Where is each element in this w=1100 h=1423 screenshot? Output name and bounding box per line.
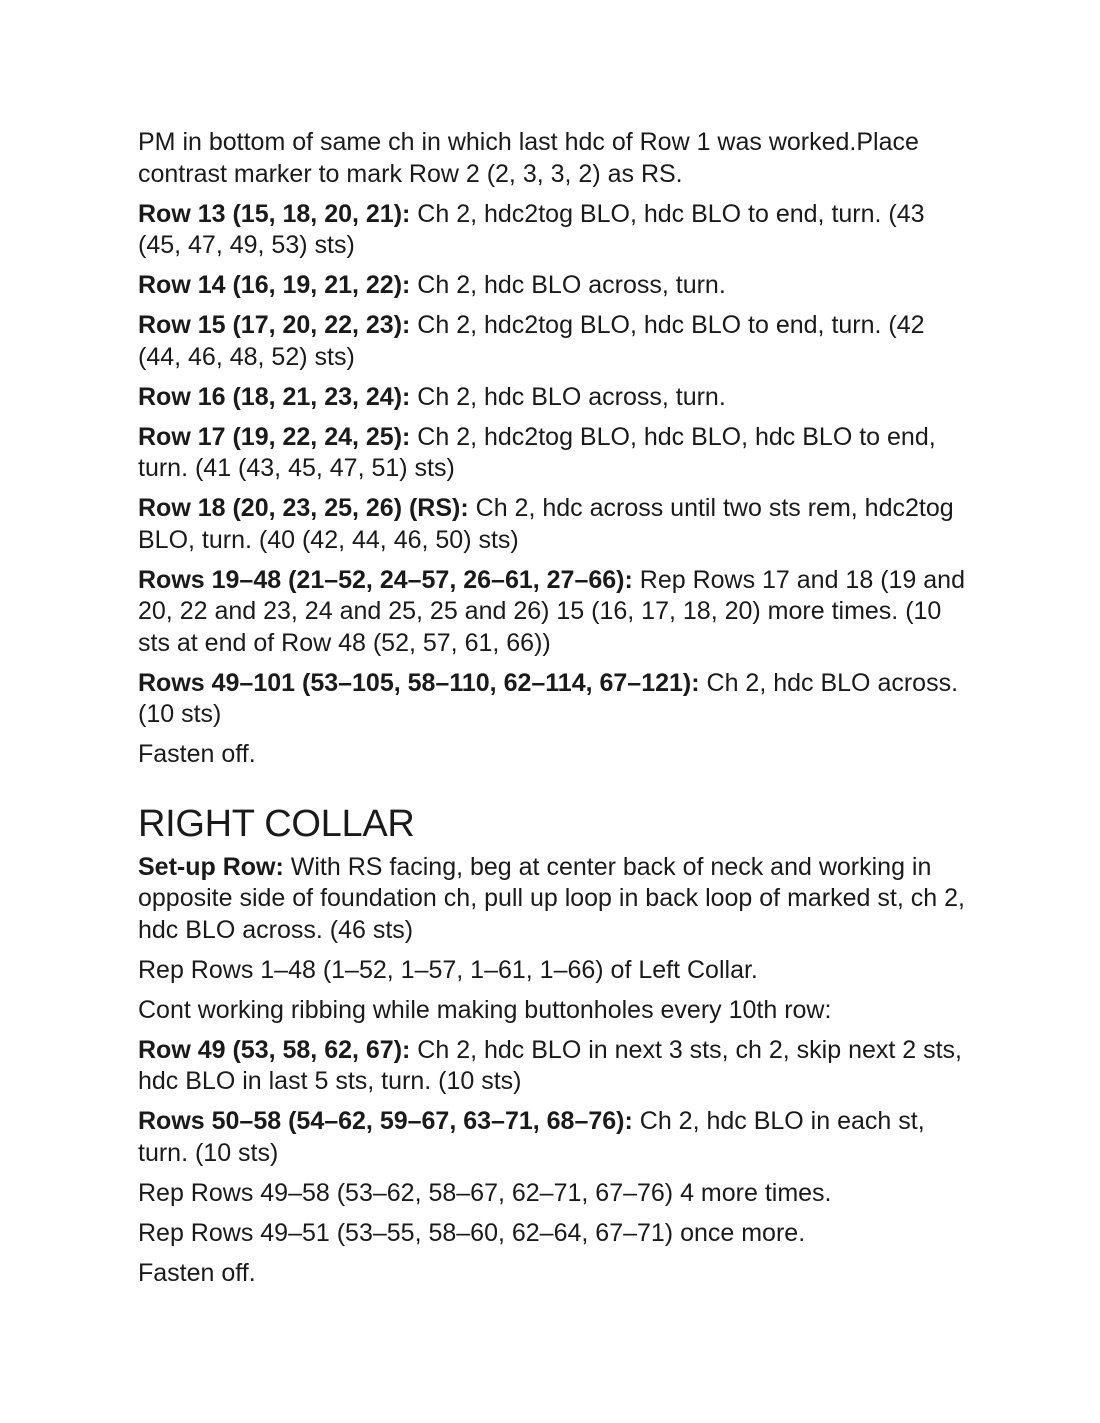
rows-50-58-paragraph (138, 1106, 968, 1169)
row-label: Rows 50–58 (54–62, 59–67, 63–71, 68–76): (138, 1107, 633, 1135)
rep-rows-49-51-paragraph: Rep Rows 49–51 (53–55, 58–60, 62–64, 67–71) once more. (138, 1218, 806, 1247)
rep-left-collar-paragraph: Rep Rows 1–48 (1–52, 1–57, 1–61, 1–66) of Left Collar. (138, 955, 758, 984)
row-instructions: With RS facing, beg at center back of neck and working in opposite side of foundation ch, pull up loop in back loop of marked st, ch 2, hdc BLO across. (46 sts) (138, 852, 965, 944)
row-instructions: Ch 2, hdc across until two sts rem, hdc2tog BLO, turn. (40 (42, 44, 46, 50) sts) (138, 494, 954, 554)
row-15-paragraph (138, 310, 968, 373)
row-instructions: Ch 2, hdc2tog BLO, hdc BLO to end, turn. (43 (45, 47, 49, 53) sts) (138, 199, 925, 259)
cont-ribbing-paragraph: Cont working ribbing while making buttonholes every 10th row: (138, 995, 832, 1024)
rows-49-101-paragraph (138, 668, 968, 731)
row-instructions: Ch 2, hdc BLO in next 3 sts, ch 2, skip next 2 sts, hdc BLO in last 5 sts, turn. (10 sts) (138, 1035, 963, 1095)
row-label: Row 15 (17, 20, 22, 23): (138, 311, 411, 339)
row-label: Row 17 (19, 22, 24, 25): (138, 422, 411, 451)
row-label: Row 13 (15, 18, 20, 21): (138, 199, 411, 228)
rows-19-48-paragraph (138, 565, 968, 660)
row-17-paragraph (138, 422, 968, 485)
row-label: Rows 19–48 (21–52, 24–57, 26–61, 27–66): (138, 565, 633, 594)
document-page (138, 127, 968, 1298)
right-fasten-off: Fasten off. (138, 1258, 256, 1287)
row-instructions: Ch 2, hdc2tog BLO, hdc BLO to end, turn. (42 (44, 46, 48, 52) sts) (138, 311, 925, 371)
rep-rows-49-58-paragraph: Rep Rows 49–58 (53–62, 58–67, 62–71, 67–76) 4 more times. (138, 1178, 832, 1207)
row-label: Rows 49–101 (53–105, 58–110, 62–114, 67–121): (138, 668, 700, 697)
setup-row-paragraph (138, 852, 968, 947)
row-instructions: Ch 2, hdc BLO across, turn. (410, 271, 726, 299)
row-label: Row 16 (18, 21, 23, 24): (138, 382, 411, 411)
intro-text: PM in bottom of same ch in which last hdc of Row 1 was worked.Place contrast marker to mark Row 2 (2, 3, 3, 2) as RS. (138, 128, 919, 188)
left-fasten-off: Fasten off. (138, 740, 256, 768)
row-13-paragraph (138, 199, 968, 262)
section-title-right-collar: RIGHT COLLAR (138, 802, 415, 845)
row-label: Row 14 (16, 19, 21, 22): (138, 271, 411, 299)
row-label: Row 18 (20, 23, 25, 26) (RS): (138, 494, 469, 522)
row-label: Set-up Row: (138, 852, 284, 881)
row-instructions: Ch 2, hdc BLO in each st, turn. (10 sts) (138, 1107, 925, 1167)
row-49-paragraph (138, 1035, 968, 1098)
row-label: Row 49 (53, 58, 62, 67): (138, 1035, 411, 1064)
row-instructions: Ch 2, hdc2tog BLO, hdc BLO, hdc BLO to end, turn. (41 (43, 45, 47, 51) sts) (138, 422, 936, 482)
row-18-paragraph (138, 493, 968, 556)
intro-paragraph (138, 127, 968, 190)
row-instructions: Rep Rows 17 and 18 (19 and 20, 22 and 23, 24 and 25, 25 and 26) 15 (16, 17, 18, 20) more times. (10 sts at end of Row 48 (52, 57, 61, 66)) (138, 565, 965, 657)
row-14-paragraph (138, 270, 968, 302)
row-instructions: Ch 2, hdc BLO across. (10 sts) (138, 668, 959, 728)
row-instructions: Ch 2, hdc BLO across, turn. (410, 382, 726, 411)
row-16-paragraph (138, 382, 968, 414)
